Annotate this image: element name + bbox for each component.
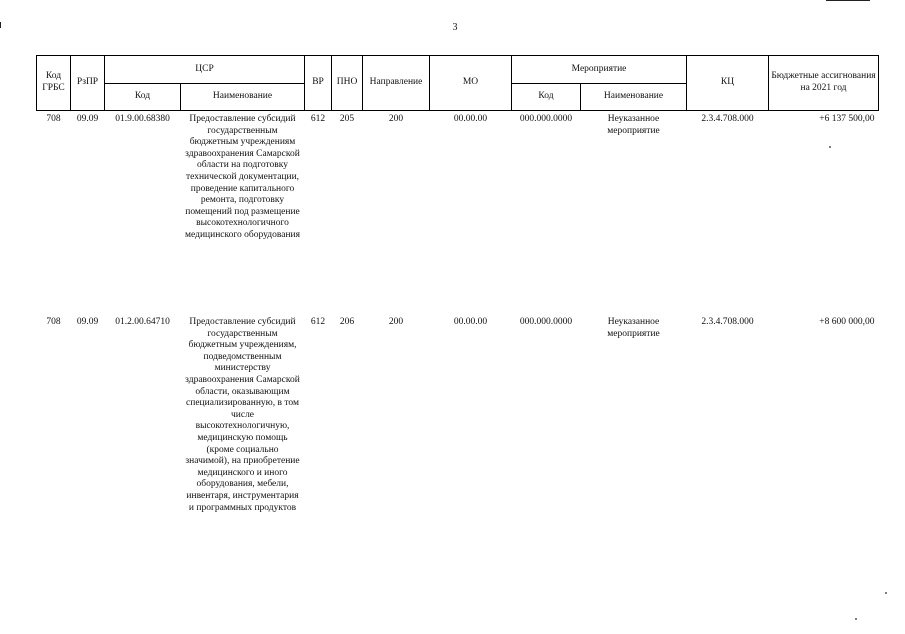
header-csr-kod: Код (105, 84, 181, 111)
cell-direction: 200 (388, 317, 404, 327)
cell-event-name: Неуказанное мероприятие (607, 317, 660, 339)
cell-pno: 205 (339, 114, 355, 124)
header-meropriyatie: Мероприятие (512, 56, 687, 84)
header-pno: ПНО (332, 56, 363, 111)
cell-direction: 200 (388, 114, 404, 124)
header-csr-name: Наименование (181, 84, 305, 111)
cell-mo: 00.00.00 (453, 114, 488, 124)
budget-allocation-table (36, 55, 879, 585)
header-napravlenie: Направление (363, 56, 430, 111)
csr-name-text: Предоставление субсидий государственным бюджетным учреждениям, подведомственным министерству здравоохранения Самарской области, оказывающим специализированную, в том числе высокотехнологичную, медицинскую помощь (кроме социально значимой), на приобретение медицинского и иного оборудования, мебели, инвентаря, инструментария и программных продуктов (185, 317, 300, 513)
cell-csr-name (181, 314, 305, 585)
cell-amount: +8 600 000,00 (819, 317, 875, 327)
cell-pno: 206 (339, 317, 355, 327)
scan-edge-mark (826, 0, 870, 1)
header-csr: ЦСР (105, 56, 305, 84)
csr-name-text: Предоставление субсидий государственным бюджетным учреждениям здравоохранения Самарской области на подготовку технической документации, проведение капитального ремонта, подготовку помещений под размещение высокотехнологичного медицинского оборудования (185, 114, 300, 240)
cell-grbs: 708 (46, 114, 61, 124)
header-mo: МО (430, 56, 512, 111)
header-vr: ВР (305, 56, 332, 111)
cell-rzpr: 09.09 (76, 317, 99, 327)
scan-speck (855, 618, 857, 620)
table-row (37, 314, 879, 585)
header-kc: КЦ (687, 56, 769, 111)
header-budget: Бюджетные ассигнования на 2021 год (769, 56, 879, 111)
cell-event-code: 000.000.0000 (519, 317, 573, 327)
page-number: 3 (452, 22, 458, 33)
cell-event-name: Неуказанное мероприятие (607, 114, 660, 136)
header-mer-kod: Код (512, 84, 581, 111)
header-rzpr: РзПР (71, 56, 105, 111)
scan-speck (885, 592, 887, 594)
cell-csr-code: 01.2.00.64710 (115, 317, 170, 327)
cell-vr: 612 (310, 317, 326, 327)
table-row (37, 111, 879, 315)
scan-edge-mark (0, 22, 1, 28)
cell-mo: 00.00.00 (453, 317, 488, 327)
cell-kc: 2.3.4.708.000 (701, 114, 754, 124)
cell-kc: 2.3.4.708.000 (701, 317, 754, 327)
cell-rzpr: 09.09 (76, 114, 99, 124)
header-kod-grbs: Код ГРБС (37, 56, 71, 111)
cell-amount: +6 137 500,00 (819, 114, 875, 124)
cell-event-code: 000.000.0000 (519, 114, 573, 124)
cell-csr-name (181, 111, 305, 315)
header-mer-name: Наименование (581, 84, 687, 111)
cell-grbs: 708 (46, 317, 61, 327)
cell-csr-code: 01.9.00.68380 (115, 114, 170, 124)
cell-vr: 612 (310, 114, 326, 124)
